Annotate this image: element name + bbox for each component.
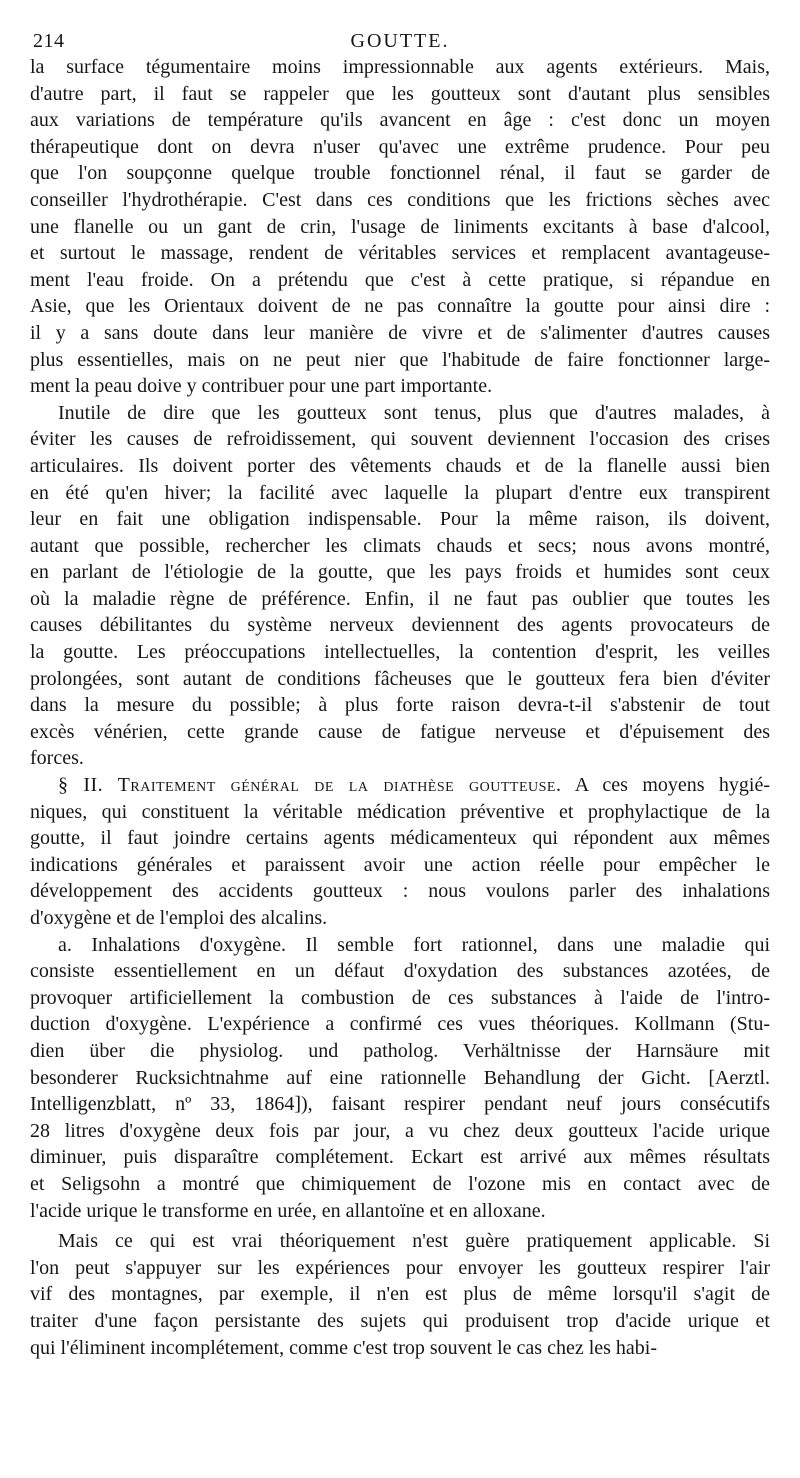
section-heading: § II. Traitement général de la diathèse goutteuse. [58,774,562,797]
paragraph [30,400,770,772]
text-line: qui l'éliminent incomplétement, comme c'est trop souvent le cas chez les habi- [30,1336,658,1359]
text-line: prolongées, sont autant de conditions fâcheuses que le goutteux fera bien d'éviter [30,667,770,690]
text-line: l'acide urique le transforme en urée, en allantoïne et en alloxane. [30,1199,546,1222]
text-line: que l'on soupçonne quelque trouble fonctionnel rénal, il faut se garder de [30,162,770,185]
text-line: duction d'oxygène. L'expérience a confirmé ces vues théoriques. Kollmann (Stu- [30,1013,770,1036]
text-line: a. Inhalations d'oxygène. Il semble fort rationnel, dans une maladie qui [58,933,770,956]
text-line: ment l'eau froide. On a prétendu que c'est à cette pratique, si répandue en [30,268,770,291]
text-line: ment la peau doive y contribuer pour une part importante. [30,375,493,398]
text-line: indications générales et paraissent avoir une action réelle pour empêcher le [30,853,770,876]
text-line: excès vénérien, cette grande cause de fatigue nerveuse et d'épuisement des [30,720,770,743]
text-line: diminuer, puis disparaître complétement. Eckart est arrivé aux mêmes résultats [30,1146,770,1169]
text-line: provoquer artificiellement la combustion de ces substances à l'aide de l'intro- [30,986,770,1009]
text-line: vif des montagnes, par exemple, il n'en est plus de même lorsqu'il s'agit de [30,1283,770,1306]
text-line: Intelligenzblatt, nº 33, 1864]), faisant respirer pendant neuf jours consécutifs [30,1093,770,1116]
text-line: dans la mesure du possible; à plus forte raison devra-t-il s'abstenir de tout [30,694,770,717]
text-line: thérapeutique dont on devra n'user qu'avec une extrême prudence. Pour peu [30,135,770,158]
text-line: la goutte. Les préoccupations intellectuelles, la contention d'esprit, les veilles [30,641,770,664]
paragraph [30,54,770,400]
book-page [30,24,770,1361]
scan-artifacts [0,1440,800,1452]
paragraph [30,1228,770,1361]
page-number: 214 [33,30,65,52]
text-line: où la maladie règne de préférence. Enfin, il ne faut pas oublier que toutes les [30,587,770,610]
text-line: en été qu'en hiver; la facilité avec laquelle la plupart d'entre eux transpirent [30,481,770,504]
text-line: et Seligsohn a montré que chimiquement de l'ozone mis en contact avec de [30,1172,770,1195]
text-line: plus essentielles, mais on ne peut nier que l'habitude de faire fonctionner large- [30,348,770,371]
text-line: éviter les causes de refroidissement, qui souvent deviennent l'occasion des crises [30,428,770,451]
text-line: leur en fait une obligation indispensable. Pour la même raison, ils doivent, [30,508,770,531]
text-line: il y a sans doute dans leur manière de vivre et de s'alimenter d'autres causes [30,321,770,344]
text-line: et surtout le massage, rendent de véritables services et remplacent avantageuse- [30,242,770,265]
text-line: Mais ce qui est vrai théoriquement n'est guère pratiquement applicable. Si [58,1230,770,1253]
text-line: l'on peut s'appuyer sur les expériences pour envoyer les goutteux respirer l'air [30,1256,770,1279]
page-header [30,24,770,54]
text-line: autant que possible, rechercher les climats chauds et secs; nous avons montré, [30,534,770,557]
running-title: GOUTTE. [350,30,450,52]
text-line: une flanelle ou un gant de crin, l'usage de liniments excitants à base d'alcool, [30,215,770,238]
body-text [30,54,770,1361]
text-line: forces. [30,747,84,770]
text-line: d'oxygène et de l'emploi des alcalins. [30,907,328,929]
text-line: consiste essentiellement en un défaut d'oxydation des substances azotées, de [30,960,770,983]
text-line: la surface tégumentaire moins impressionnable aux agents extérieurs. Mais, [30,56,770,78]
paragraph [30,932,770,1225]
text-line: conseiller l'hydrothérapie. C'est dans ces conditions que les frictions sèches avec [30,188,770,211]
text-line: articulaires. Ils doivent porter des vêtements chauds et de la flanelle aussi bien [30,454,770,477]
text-line: § II. Traitement général de la diathèse goutteuse. A ces moyens hygié- [58,774,770,797]
text-line: développement des accidents goutteux : nous voulons parler des inhalations [30,880,770,903]
text-line: d'autre part, il faut se rappeler que les goutteux sont d'autant plus sensibles [30,82,770,105]
text-line: niques, qui constituent la véritable médication préventive et prophylactique de la [30,800,770,823]
text-line: dien über die physiolog. und patholog. Verhältnisse der Harnsäure mit [30,1039,770,1062]
paragraph [30,772,770,932]
text-line: besonderer Rucksichtnahme auf eine rationnelle Behandlung der Gicht. [Aerztl. [30,1066,770,1089]
text-line: causes débilitantes du système nerveux deviennent des agents provocateurs de [30,614,770,637]
text-line: aux variations de température qu'ils avancent en âge : c'est donc un moyen [30,109,770,132]
text-line: Asie, que les Orientaux doivent de ne pas connaître la goutte pour ainsi dire : [30,295,770,318]
text-line: Inutile de dire que les goutteux sont tenus, plus que d'autres malades, à [58,401,770,424]
text-line: en parlant de l'étiologie de la goutte, que les pays froids et humides sont ceux [30,561,770,584]
text-line: traiter d'une façon persistante des sujets qui produisent trop d'acide urique et [30,1309,770,1332]
text-line: goutte, il faut joindre certains agents médicamenteux qui répondent aux mêmes [30,827,770,850]
text-line: 28 litres d'oxygène deux fois par jour, a vu chez deux goutteux l'acide urique [30,1119,770,1142]
